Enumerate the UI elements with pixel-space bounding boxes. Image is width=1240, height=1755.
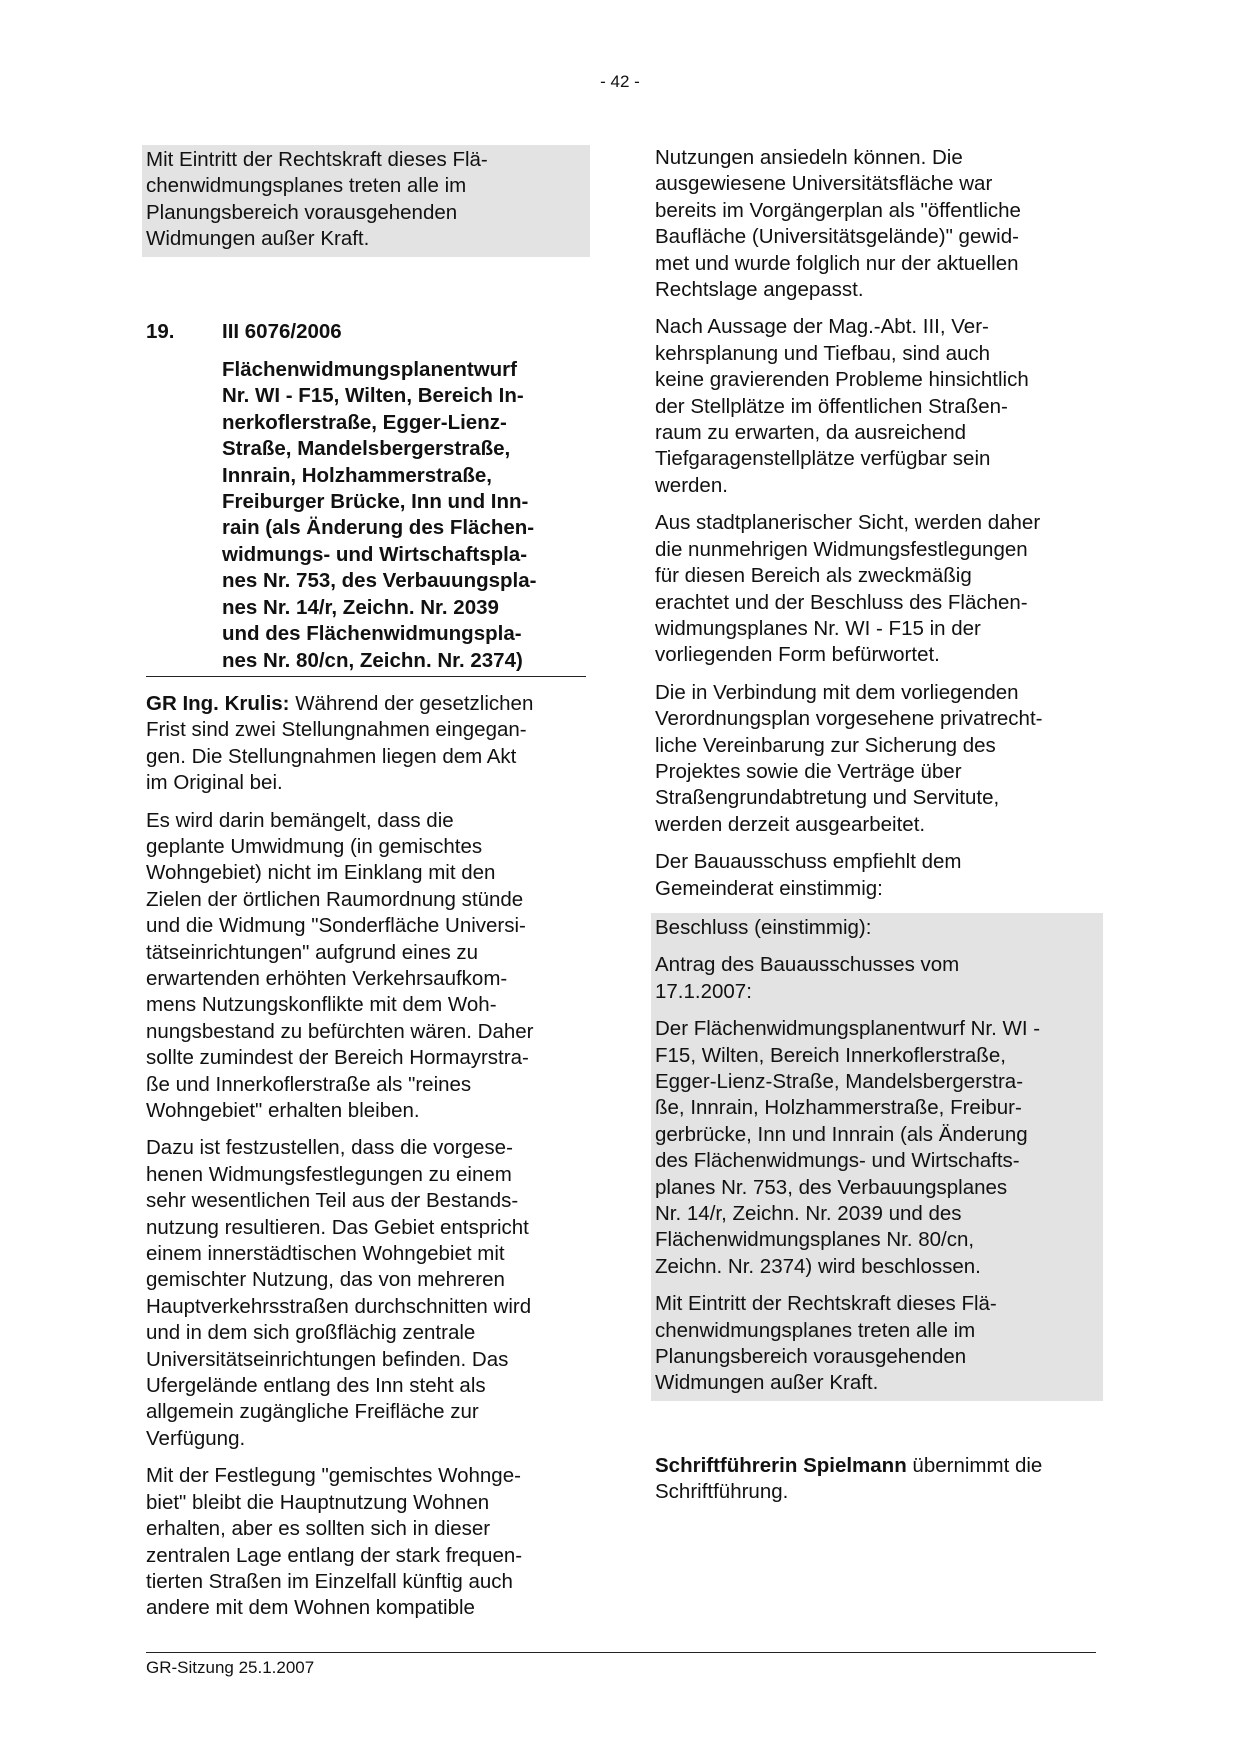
decision-heading: Beschluss (einstimmig):: [655, 915, 872, 939]
speaker-paragraph: GR Ing. Krulis: Während der gesetzlichen Frist sind zwei Stellungnahmen eingegan- gen. Die Stellungnahmen liegen dem Akt im Original bei.: [146, 691, 534, 795]
left-column: [146, 145, 586, 1633]
agenda-item-reference: III 6076/2006: [222, 319, 342, 343]
body-paragraph: Dazu ist festzustellen, dass die vorgese- henen Widmungsfestlegungen zu einem sehr wesentlichen Teil aus der Bestands- nutzung resultieren. Das Gebiet entspricht einem innerstädtischen Wohngebiet mit gemischter Nutzung, das von mehreren Hauptverkehrsstraßen durchschnitten wird und in dem sich großflächig zentrale Universitätseinrichtungen befinden. Das Ufergelände entlang des Inn steht als allgemein zugängliche Freifläche zur Verfügung.: [146, 1136, 532, 1450]
agenda-item-number: 19.: [146, 319, 175, 343]
body-paragraph: Nutzungen ansiedeln können. Die ausgewiesene Universitätsfläche war bereits im Vorgängerplan als "öffentliche Baufläche (Universitätsgelände)" gewid- met und wurde folglich nur der aktuellen Rechtslage angepasst.: [655, 146, 1021, 302]
decision-text: Der Flächenwidmungsplanentwurf Nr. WI - F15, Wilten, Bereich Innerkoflerstraße, Egger-Lienz-Straße, Mandelsbergerstra- ße, Innrain, Holzhammerstraße, Freibur- gerbrücke, Inn und Innrain (als Änderung des Flächenwidmungs- und Wirtschafts- planes Nr. 753, des Verbauungsplanes Nr. 14/r, Zeichn. Nr. 2039 und des Flächenwidmungsplanes Nr. 80/cn, Zeichn. Nr. 2374) wird beschlossen.: [655, 1017, 1041, 1278]
page-number: - 42 -: [600, 72, 640, 91]
speaker-name: GR Ing. Krulis:: [146, 691, 290, 715]
footer-session-date: GR-Sitzung 25.1.2007: [146, 1658, 315, 1677]
decision-motion: Antrag des Bauausschusses vom 17.1.2007:: [655, 953, 960, 1003]
agenda-item-title-block: [146, 357, 586, 677]
right-column: [655, 145, 1099, 1517]
decision-box: [651, 913, 1103, 1401]
body-paragraph: Nach Aussage der Mag.-Abt. III, Ver- kehrsplanung und Tiefbau, sind auch keine gravierenden Probleme hinsichtlich der Stellplätze im öffentlichen Straßen- raum zu erwarten, da ausreichend Tiefgaragenstellplätze verfügbar sein werden.: [655, 315, 1029, 497]
body-paragraph: Es wird darin bemängelt, dass die geplante Umwidmung (in gemischtes Wohngebiet) nicht im Einklang mit den Zielen der örtlichen Raumordnung stünde und die Widmung "Sonderfläche Universi- tätseinrichtungen" aufgrund eines zu erwartenden erhöhten Verkehrsaufkom- mens Nutzungskonflikte mit dem Woh- nungsbestand zu befürchten wären. Daher sollte zumindest der Bereich Hormayrstra- ße und Innerkoflerstraße als "reines Wohngebiet" erhalten bleiben.: [146, 808, 534, 1122]
body-paragraph: Aus stadtplanerischer Sicht, werden daher die nunmehrigen Widmungsfestlegungen für diesen Bereich als zweckmäßig erachtet und der Beschluss des Flächen- widmungsplanes Nr. WI - F15 in der vorliegenden Form befürwortet.: [655, 511, 1041, 667]
agenda-item-heading: [146, 319, 586, 345]
footer-divider: [146, 1652, 1096, 1653]
closing-paragraph-left: Mit Eintritt der Rechtskraft dieses Flä- chenwidmungsplanes treten alle im Planungsbereich vorausgehenden Widmungen außer Kraft.: [146, 148, 488, 251]
body-paragraph: Die in Verbindung mit dem vorliegenden Verordnungsplan vorgesehene privatrecht- liche Vereinbarung zur Sicherung des Projektes sowie die Verträge über Straßengrundabtretung und Servitute, werden derzeit ausgearbeitet.: [655, 680, 1043, 836]
decision-closing: Mit Eintritt der Rechtskraft dieses Flä- chenwidmungsplanes treten alle im Planungsbereich vorausgehenden Widmungen außer Kraft.: [655, 1292, 997, 1395]
body-paragraph: Mit der Festlegung "gemischtes Wohnge- biet" bleibt die Hauptnutzung Wohnen erhalten, aber es sollten sich in dieser zentralen Lage entlang der stark frequen- tierten Straßen im Einzelfall künftig auch andere mit dem Wohnen kompatible: [146, 1464, 523, 1620]
minute-taker-paragraph: Schriftführerin Spielmann übernimmt die Schriftführung.: [655, 1453, 1043, 1504]
agenda-item-title: Flächenwidmungsplanentwurf Nr. WI - F15, Wilten, Bereich In- nerkoflerstraße, Egger-Lienz- Straße, Mandelsbergerstraße, Innrain, Holzhammerstraße, Freiburger Brücke, Inn und Inn- rain (als Änderung des Flächen- widmungs- und Wirtschaftspla- nes Nr. 753, des Verbauungspla- nes Nr. 14/r, Zeichn. Nr. 2039 und des Flächenwidmungspla- nes Nr. 80/cn, Zeichn. Nr. 2374): [222, 358, 537, 672]
body-paragraph: Der Bauausschuss empfiehlt dem Gemeinderat einstimmig:: [655, 850, 962, 900]
closing-box-left: [142, 145, 590, 257]
minute-taker-name: Schriftführerin Spielmann: [655, 1453, 907, 1477]
